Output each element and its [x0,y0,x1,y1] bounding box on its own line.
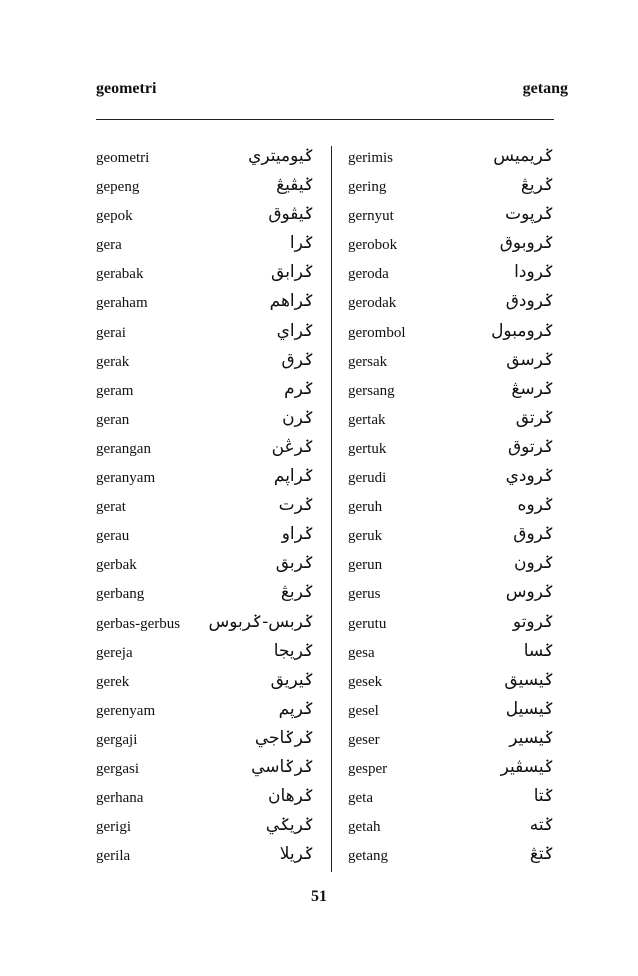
entry-jawi-spelling: ݢرتق [515,407,554,428]
entry-jawi-spelling: ݢرودق [505,291,554,312]
entry-jawi-spelling: ݢروتو [512,611,554,632]
entry-jawi-spelling: ݢتڠ [529,844,554,865]
dictionary-entry [348,407,554,439]
dictionary-entry [348,206,554,235]
entry-jawi-spelling: ݢرڽم [278,698,314,719]
entry-jawi-spelling: ݢرم [284,378,314,399]
entry-word: gerai [96,324,126,341]
dictionary-entry [348,788,554,817]
dictionary-entry [96,264,314,293]
entry-jawi-spelling: ݢسا [523,640,554,661]
entry-word: gernyut [348,208,394,225]
entry-word: gerodak [348,295,397,312]
entry-jawi-spelling: ݢرسڠ [511,378,554,399]
entry-jawi-spelling: ݢيوميتري [248,146,314,166]
dictionary-entry [348,148,554,177]
dictionary-entry [348,640,554,672]
dictionary-entry [96,756,314,788]
entry-jawi-spelling: ݢريلا [279,844,314,865]
dictionary-entry [348,436,554,468]
dictionary-entry [348,669,554,701]
entry-word: gergasi [96,760,140,777]
page-number: 51 [311,888,327,905]
entry-word: geser [348,731,380,748]
dictionary-entry [348,846,554,875]
dictionary-entry [96,497,314,526]
dictionary-entry [96,378,314,410]
entry-jawi-spelling: ݢرودي [505,466,554,487]
entry-word: gepok [96,208,133,225]
entry-jawi-spelling: ݢربڠ [280,582,314,603]
entry-jawi-spelling: ݢربق [275,553,314,574]
dictionary-entry [348,293,554,322]
entry-jawi-spelling: ݢروه [517,495,554,516]
column-divider [331,146,332,872]
dictionary-entry [96,436,314,468]
entry-jawi-spelling: ݢراڽم [273,466,314,487]
dictionary-entry [96,555,314,584]
entry-jawi-spelling: ݢيسيق [504,669,554,690]
dictionary-entry [348,817,554,846]
dictionary-entry [96,148,314,177]
entry-jawi-spelling: ݢرݢاجي [254,727,314,748]
dictionary-entry [348,698,554,730]
dictionary-entry [96,669,314,701]
entry-word: geranyam [96,470,156,487]
entry-word: gerus [348,586,381,603]
entry-jawi-spelling: ݢرݢاسي [251,756,314,777]
entry-jawi-spelling: ݢيسڤير [500,756,554,777]
entry-word: gertak [348,411,386,428]
entry-word: gerat [96,499,126,516]
entry-word: gerbas-gerbus [96,615,181,632]
entry-jawi-spelling: ݢيڤوق [268,204,314,225]
dictionary-entry [96,468,314,497]
dictionary-entry [348,756,554,788]
entry-jawi-spelling: ݢرسق [506,349,554,370]
entry-word: geruk [348,528,383,545]
dictionary-entry [348,611,554,643]
entry-word: gepeng [96,179,140,196]
dictionary-entry [96,640,314,672]
entry-word: gerombol [348,324,406,341]
dictionary-entry [96,698,314,730]
entry-word: gersang [348,382,395,399]
dictionary-entry [348,555,554,584]
entry-word: gertuk [348,440,387,457]
entry-jawi-spelling: ݢريجا [273,640,314,661]
entry-word: gergaji [96,731,138,748]
entry-jawi-spelling: ݢرت [278,495,314,516]
entry-word: geran [96,411,130,428]
entries-right-column [348,148,554,875]
dictionary-entry [96,177,314,206]
dictionary-entry [96,293,314,322]
entry-word: gerimis [348,150,393,166]
entry-jawi-spelling: ݢتا [533,786,554,807]
entry-jawi-spelling: ݢيڤيڠ [276,175,314,196]
entry-jawi-spelling: ݢروق [513,524,554,545]
dictionary-entry [348,497,554,526]
entry-jawi-spelling: ݢراي [276,320,314,341]
dictionary-entry [348,526,554,555]
dictionary-entry [96,407,314,439]
entry-jawi-spelling: ݢرودا [514,262,554,283]
entries-left-column [96,148,314,875]
entry-word: geruh [348,499,383,516]
dictionary-entry [348,349,554,381]
dictionary-entry [96,320,314,352]
entry-jawi-spelling: ݢرڠن [271,436,314,457]
dictionary-entry [348,378,554,410]
entry-word: gersak [348,353,388,370]
entry-word: geta [348,790,373,807]
entry-jawi-spelling: ݢروبوق [499,233,554,254]
entry-word: gerigi [96,819,131,836]
entry-word: gerobok [348,237,398,254]
entry-word: gerila [96,848,131,865]
dictionary-entry [348,264,554,293]
entry-word: geometri [96,150,150,166]
entry-word: getah [348,819,381,836]
entry-jawi-spelling: ݢرابق [271,262,314,283]
entry-word: gesper [348,760,388,777]
entry-jawi-spelling: ݢرن [282,407,314,428]
entry-word: gerek [96,673,130,690]
entry-jawi-spelling: ݢرق [281,349,314,370]
entry-jawi-spelling: ݢرهان [268,786,314,807]
entry-word: gera [96,237,122,254]
entry-word: gerangan [96,440,151,457]
entry-word: gerhana [96,790,144,807]
running-head-left: geometri [96,80,157,97]
entry-word: gerudi [348,470,387,487]
entry-word: gesel [348,702,379,719]
dictionary-entry [96,349,314,381]
dictionary-entry [348,584,554,613]
entry-jawi-spelling: ݢته [529,815,554,836]
entry-word: gerak [96,353,130,370]
entry-jawi-spelling: ݢراهم [269,291,314,312]
entry-jawi-spelling: ݢراو [281,524,314,545]
dictionary-entry [96,817,314,846]
running-head-right: getang [522,80,568,97]
entry-word: geraham [96,295,148,312]
dictionary-entry [348,320,554,352]
entry-word: gerbak [96,557,137,574]
entry-jawi-spelling: ݢرڽوت [505,204,554,225]
dictionary-entry [96,206,314,235]
dictionary-entry [348,177,554,206]
entry-word: gering [348,179,387,196]
entry-jawi-spelling: ݢرتوق [507,436,554,457]
entry-word: gerbang [96,586,145,603]
entry-word: gereja [96,644,133,661]
dictionary-entry [348,468,554,497]
entry-word: gerabak [96,266,144,283]
entry-jawi-spelling: ݢيسيل [505,698,554,719]
entry-word: gerun [348,557,383,574]
entry-word: getang [348,848,388,865]
entry-word: geram [96,382,134,399]
dictionary-entry [96,846,314,875]
entry-jawi-spelling: ݢروس [505,582,554,603]
dictionary-entry [348,727,554,759]
dictionary-entry [96,727,314,759]
entry-jawi-spelling: ݢريݢي [265,815,314,836]
entry-jawi-spelling: ݢرون [513,553,554,574]
entry-word: gesek [348,673,383,690]
dictionary-entry [96,611,314,643]
entry-jawi-spelling: ݢرومبول [491,320,554,341]
entry-jawi-spelling: ݢيسير [509,727,554,748]
dictionary-entry [96,584,314,613]
dictionary-entry [96,788,314,817]
entry-word: gerutu [348,615,387,632]
entry-jawi-spelling: ݢرا [289,233,314,254]
entry-jawi-spelling: ݢربس-ݢربوس [208,611,314,632]
entry-word: gerau [96,528,130,545]
dictionary-entry [348,235,554,264]
entry-jawi-spelling: ݢريميس [493,146,554,166]
dictionary-entry [96,526,314,555]
entry-word: gesa [348,644,375,661]
dictionary-entry [96,235,314,264]
entry-word: gerenyam [96,702,156,719]
entry-jawi-spelling: ݢريڠ [520,175,554,196]
entry-jawi-spelling: ݢيريق [270,669,314,690]
entry-word: geroda [348,266,389,283]
header-rule [96,119,554,120]
